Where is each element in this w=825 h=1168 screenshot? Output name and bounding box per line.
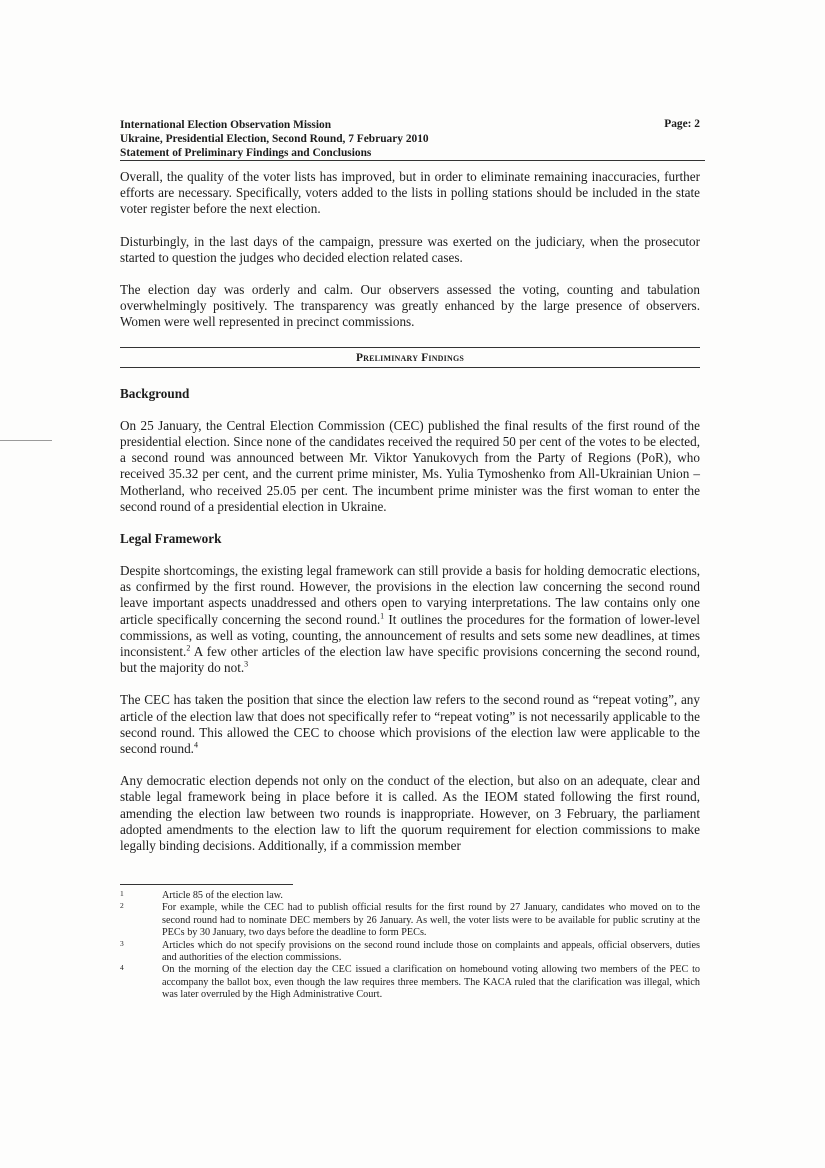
footnote-text: Articles which do not specify provisions on the second round include those on complaints and appeals, official observers, duties and authorities of the election commissions. — [162, 939, 700, 964]
footnote-2 — [120, 902, 700, 939]
header-election-title: Ukraine, Presidential Election, Second Round, 7 February 2010 — [120, 133, 429, 145]
footnote-text: On the morning of the election day the CEC issued a clarification on homebound voting allowing two members of the PEC to accompany the ballot box, even though the law requires three members. The KACA ruled that the clarification was illegal, which was later overruled by the High Administrative Court. — [162, 964, 700, 1001]
footnote-4 — [120, 964, 700, 1001]
footnote-number: 4 — [120, 963, 124, 973]
header-mission-title: International Election Observation Mission — [120, 119, 332, 131]
heading-legal-framework: Legal Framework — [120, 531, 222, 547]
paragraph-legal-3: Any democratic election depends not only on the conduct of the election, but also on an adequate, clear and stable legal framework being in place before it is called. As the IEOM stated following the first round, amending the election law between two rounds is inappropriate. However, on 3 February, the parliament adopted amendments to the election law to lift the quorum requirement for election commissions to make legally binding decisions. Additionally, if a commission member — [120, 773, 700, 854]
paragraph-background: On 25 January, the Central Election Commission (CEC) published the final results of the first round of the presidential election. Since none of the candidates received the required 50 per cent of the votes to be elected, a second round was announced between Mr. Viktor Yanukovych from the Party of Regions (PoR), who received 35.32 per cent, and the current prime minister, Ms. Yulia Tymoshenko from All-Ukrainian Union – Motherland, who received 25.05 per cent. The incumbent prime minister was the first woman to enter the second round of a presidential election in Ukraine. — [120, 417, 700, 514]
document-body — [120, 169, 700, 870]
footnote-number: 1 — [120, 889, 124, 898]
page-header — [120, 118, 700, 160]
footnote-text: For example, while the CEC had to publish official results for the first round by 27 January, candidates who moved on to the second round had to nominate DEC members by 26 January. As well, the voter lists were to be available for public scrutiny at the PECs by 30 January, two days before the deadline to form PECs. — [162, 902, 700, 939]
legal-text-repeat-voting: The CEC has taken the position that since the election law refers to the second round as “repeat voting”, any article of the election law that does not specifically refer to “repeat voting” is not necessarily applicable to the second round. This allowed the CEC to choose which provisions of the election law were applicable to the second round. — [120, 692, 700, 757]
scan-artifact-line — [0, 440, 52, 441]
footnote-3 — [120, 940, 700, 965]
footnote-number: 3 — [120, 938, 124, 948]
legal-text-a: Despite shortcomings, the existing legal framework can still provide a basis for holding democratic elections, as confirmed by the first round. However, the provisions in the election law concerning the second round leave important aspects unaddressed and others open to varying interpretations. The law contains only one article specifically concerning the second round. — [120, 563, 700, 627]
footnote-ref-4[interactable]: 4 — [193, 740, 198, 750]
footnote-ref-1[interactable]: 1 — [380, 611, 385, 621]
footnote-ref-3[interactable]: 3 — [244, 659, 249, 669]
footnote-text: Article 85 of the election law. — [162, 890, 283, 901]
section-title-preliminary-findings: Preliminary Findings — [120, 347, 700, 368]
paragraph-voter-lists: Overall, the quality of the voter lists has improved, but in order to eliminate remaining inaccuracies, further efforts are necessary. Specifically, voters added to the lists in polling stations should be included in the state voter register before the next election. — [120, 169, 700, 217]
heading-background: Background — [120, 385, 190, 401]
paragraph-legal-2 — [120, 692, 700, 757]
footnote-rule — [120, 884, 293, 885]
paragraph-judiciary: Disturbingly, in the last days of the campaign, pressure was exerted on the judiciary, when the prosecutor started to question the judges who decided election related cases. — [120, 233, 700, 265]
paragraph-election-day: The election day was orderly and calm. Our observers assessed the voting, counting and tabulation overwhelmingly positively. The transparency was greatly enhanced by the large presence of observers. Women were well represented in precinct commissions. — [120, 282, 700, 330]
page-number: Page: 2 — [664, 118, 700, 130]
footnote-number: 2 — [120, 901, 124, 911]
header-statement-title: Statement of Preliminary Findings and Conclusions — [120, 147, 372, 159]
header-rule — [120, 160, 705, 161]
footnotes — [120, 890, 700, 1002]
footnote-1 — [120, 890, 700, 902]
paragraph-legal-1 — [120, 563, 700, 676]
footnote-ref-2[interactable]: 2 — [186, 643, 191, 653]
legal-text-b: It outlines the procedures for the formation of lower-level commissions, as well as voting, counting, the announcement of results and sets some new deadlines, at times inconsistent. — [120, 611, 700, 660]
legal-text-c: A few other articles of the election law have specific provisions concerning the second round, but the majority do not. — [120, 644, 700, 676]
